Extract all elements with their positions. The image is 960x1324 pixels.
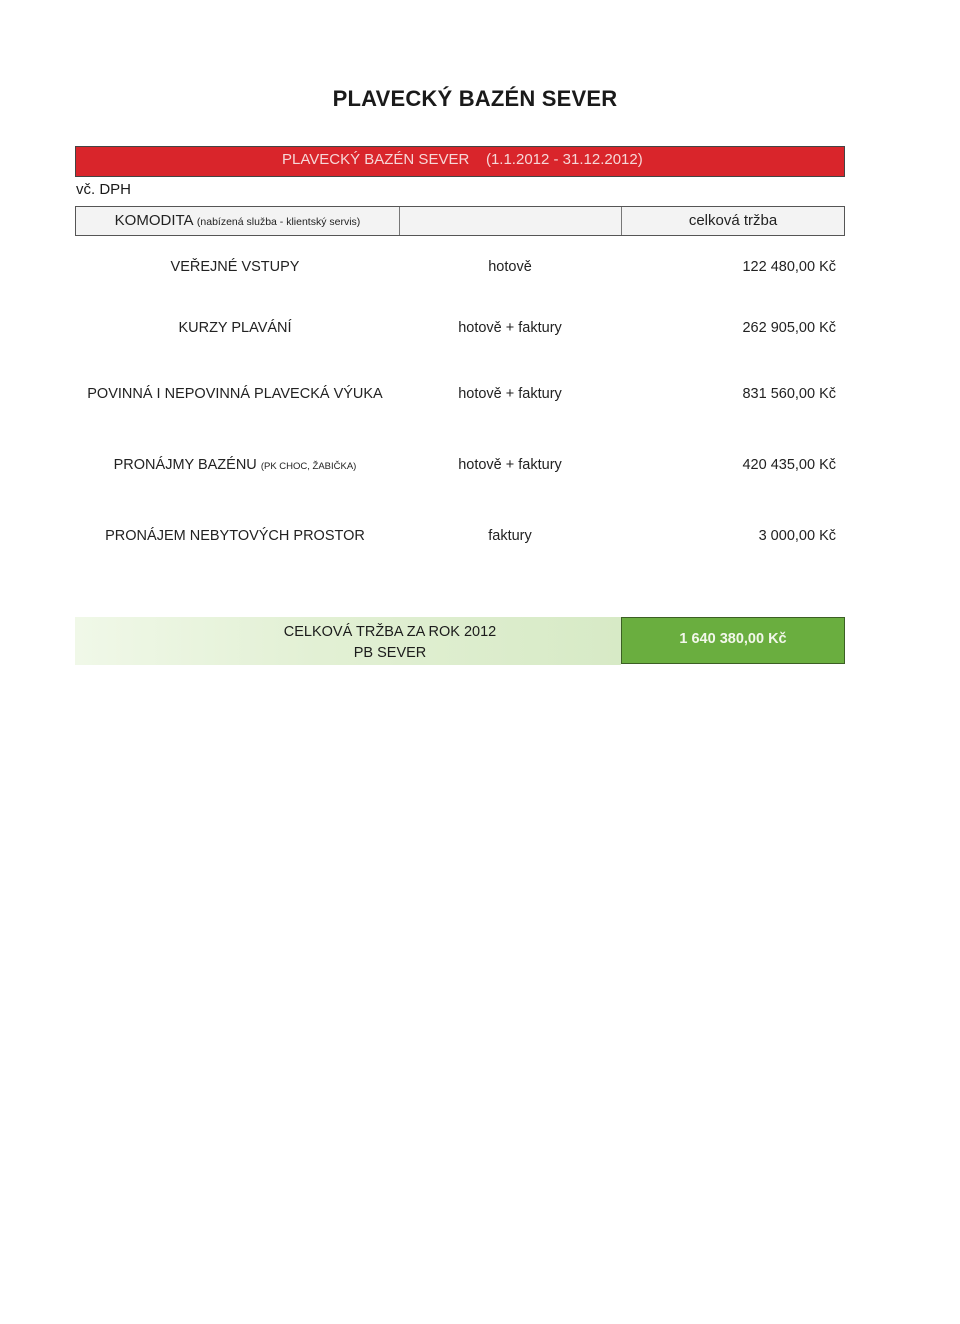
header-total: celková tržba: [688, 212, 778, 229]
period-banner-text: PLAVECKÝ BAZÉN SEVER (1.1.2012 - 31.12.2012): [282, 151, 643, 168]
row-commodity-note: (PK CHOC, ŽABIČKA): [260, 461, 357, 472]
header-commodity: [76, 207, 400, 235]
vat-note: vč. DPH: [76, 181, 132, 198]
row-amount: 420 435,00 Kč: [742, 457, 836, 473]
table-row: [0, 259, 960, 281]
row-payment: hotově + faktury: [458, 457, 562, 473]
header-payment: [400, 207, 622, 235]
header-commodity-label: KOMODITA: [114, 212, 193, 229]
total-value: 1 640 380,00 Kč: [679, 631, 787, 647]
row-payment: hotově + faktury: [458, 320, 562, 336]
table-row: [0, 320, 960, 342]
row-amount: 3 000,00 Kč: [758, 528, 836, 544]
table-row: [0, 457, 960, 479]
table-row: [0, 528, 960, 550]
row-amount: 122 480,00 Kč: [742, 259, 836, 275]
row-commodity-label: PRONÁJMY BAZÉNU: [113, 457, 257, 473]
document-title: PLAVECKÝ BAZÉN SEVER: [332, 86, 618, 111]
table-header: [75, 206, 845, 236]
total-label: [255, 622, 525, 664]
row-commodity: [60, 259, 410, 275]
row-payment: faktury: [488, 528, 532, 544]
row-commodity: [60, 457, 410, 473]
row-commodity-label: PRONÁJEM NEBYTOVÝCH PROSTOR: [105, 528, 365, 544]
total-label-line2: PB SEVER: [353, 645, 427, 661]
row-commodity-label: POVINNÁ I NEPOVINNÁ PLAVECKÁ VÝUKA: [87, 386, 383, 402]
row-commodity: [60, 320, 410, 336]
row-payment: hotově + faktury: [458, 386, 562, 402]
row-payment: hotově: [488, 259, 532, 275]
total-label-line1: CELKOVÁ TRŽBA ZA ROK 2012: [283, 624, 497, 640]
header-commodity-note: (nabízená služba - klientský servis): [196, 216, 361, 228]
row-commodity: [60, 386, 410, 402]
row-commodity-label: VEŘEJNÉ VSTUPY: [170, 259, 300, 275]
row-amount: 831 560,00 Kč: [742, 386, 836, 402]
row-commodity: [60, 528, 410, 544]
table-row: [0, 386, 960, 408]
row-amount: 262 905,00 Kč: [742, 320, 836, 336]
row-commodity-label: KURZY PLAVÁNÍ: [178, 320, 292, 336]
